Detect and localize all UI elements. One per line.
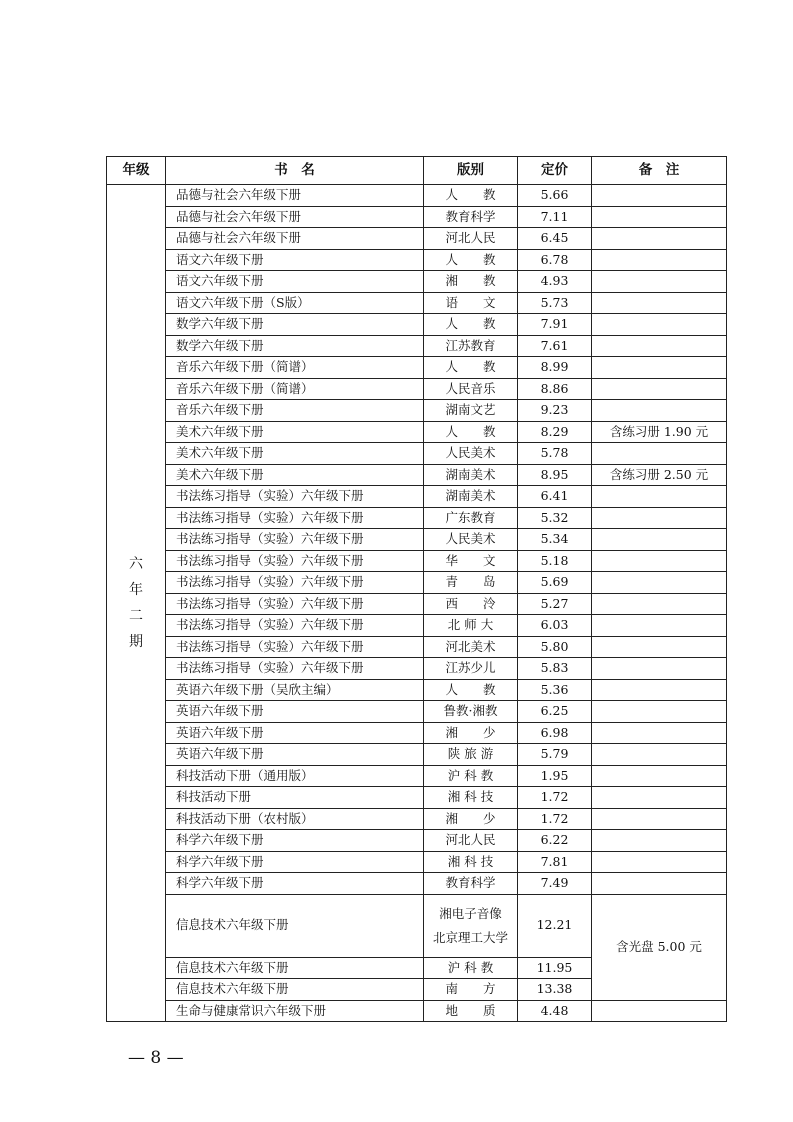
- book-name: 英语六年级下册: [166, 701, 424, 723]
- publisher: 人民音乐: [424, 378, 518, 400]
- publisher: 湘 少: [424, 722, 518, 744]
- publisher: 人 教: [424, 314, 518, 336]
- book-name: 语文六年级下册: [166, 249, 424, 271]
- publisher: 人民美术: [424, 443, 518, 465]
- book-name: 科学六年级下册: [166, 873, 424, 895]
- table-row: [107, 357, 727, 379]
- note: [592, 701, 727, 723]
- book-name: 书法练习指导（实验）六年级下册: [166, 593, 424, 615]
- publisher: 河北美术: [424, 636, 518, 658]
- publisher: 北 师 大: [424, 615, 518, 637]
- price: 5.79: [518, 744, 592, 766]
- book-name: 科技活动下册（农村版）: [166, 808, 424, 830]
- price: 6.41: [518, 486, 592, 508]
- publisher: 人 教: [424, 249, 518, 271]
- table-row: [107, 787, 727, 809]
- price: 5.66: [518, 185, 592, 207]
- publisher: 湘 科 技: [424, 851, 518, 873]
- publisher: 湘 少: [424, 808, 518, 830]
- book-name: 书法练习指导（实验）六年级下册: [166, 507, 424, 529]
- note: 含练习册 1.90 元: [592, 421, 727, 443]
- note: [592, 636, 727, 658]
- table-row: [107, 228, 727, 250]
- book-name: 书法练习指导（实验）六年级下册: [166, 486, 424, 508]
- book-name: 书法练习指导（实验）六年级下册: [166, 529, 424, 551]
- publisher: 沪 科 教: [424, 765, 518, 787]
- price: 9.23: [518, 400, 592, 422]
- note: [592, 292, 727, 314]
- book-name: 生命与健康常识六年级下册: [166, 1000, 424, 1022]
- price: 6.03: [518, 615, 592, 637]
- price: 4.48: [518, 1000, 592, 1022]
- book-name: 信息技术六年级下册: [166, 979, 424, 1001]
- table-row: [107, 464, 727, 486]
- table-row: [107, 636, 727, 658]
- table-row: [107, 335, 727, 357]
- publisher: 人 教: [424, 679, 518, 701]
- publisher: 语 文: [424, 292, 518, 314]
- note: [592, 851, 727, 873]
- table-row: [107, 1000, 727, 1022]
- publisher: 湖南美术: [424, 464, 518, 486]
- book-name: 书法练习指导（实验）六年级下册: [166, 615, 424, 637]
- price: 1.72: [518, 808, 592, 830]
- price: 8.29: [518, 421, 592, 443]
- table-row: [107, 851, 727, 873]
- note: [592, 679, 727, 701]
- book-name: 音乐六年级下册（简谱）: [166, 357, 424, 379]
- book-name: 美术六年级下册: [166, 443, 424, 465]
- book-name: 书法练习指导（实验）六年级下册: [166, 658, 424, 680]
- table-row: [107, 894, 727, 957]
- price: 8.99: [518, 357, 592, 379]
- header-note: 备 注: [592, 157, 727, 185]
- price: 5.18: [518, 550, 592, 572]
- table-row: [107, 292, 727, 314]
- book-name: 语文六年级下册（S版）: [166, 292, 424, 314]
- note: [592, 572, 727, 594]
- price: 1.95: [518, 765, 592, 787]
- book-name: 品德与社会六年级下册: [166, 206, 424, 228]
- table-row: [107, 873, 727, 895]
- price: 1.72: [518, 787, 592, 809]
- publisher: 湖南美术: [424, 486, 518, 508]
- grade-char: 年: [129, 582, 143, 598]
- grade-char: 期: [129, 634, 143, 650]
- price: 7.91: [518, 314, 592, 336]
- book-name: 科技活动下册: [166, 787, 424, 809]
- price: 13.38: [518, 979, 592, 1001]
- publisher: 鲁教·湘教: [424, 701, 518, 723]
- header-name: 书 名: [166, 157, 424, 185]
- note: [592, 507, 727, 529]
- table-row: [107, 808, 727, 830]
- book-name: 数学六年级下册: [166, 314, 424, 336]
- table-row: [107, 830, 727, 852]
- book-name: 美术六年级下册: [166, 464, 424, 486]
- publisher: 湘 教: [424, 271, 518, 293]
- table-row: [107, 271, 727, 293]
- note: [592, 615, 727, 637]
- publisher: 湘 科 技: [424, 787, 518, 809]
- price: 7.61: [518, 335, 592, 357]
- publisher: 西 泠: [424, 593, 518, 615]
- note: [592, 185, 727, 207]
- price: 7.11: [518, 206, 592, 228]
- publisher: 人 教: [424, 421, 518, 443]
- note: [592, 808, 727, 830]
- table-row: [107, 443, 727, 465]
- price: 5.69: [518, 572, 592, 594]
- note: [592, 787, 727, 809]
- book-name: 英语六年级下册（吴欣主编）: [166, 679, 424, 701]
- note: [592, 550, 727, 572]
- publisher: 陕 旅 游: [424, 744, 518, 766]
- note: [592, 335, 727, 357]
- price: 5.34: [518, 529, 592, 551]
- publisher: 河北人民: [424, 228, 518, 250]
- publisher: [424, 894, 518, 957]
- publisher: 人 教: [424, 357, 518, 379]
- price: 7.81: [518, 851, 592, 873]
- header-grade: 年级: [107, 157, 166, 185]
- note: [592, 529, 727, 551]
- table-row: [107, 679, 727, 701]
- book-name: 信息技术六年级下册: [166, 894, 424, 957]
- table-row: [107, 744, 727, 766]
- publisher: 人 教: [424, 185, 518, 207]
- book-name: 书法练习指导（实验）六年级下册: [166, 572, 424, 594]
- price: 6.25: [518, 701, 592, 723]
- price: 4.93: [518, 271, 592, 293]
- table-row: [107, 615, 727, 637]
- price: 5.36: [518, 679, 592, 701]
- book-name: 品德与社会六年级下册: [166, 228, 424, 250]
- note: [592, 228, 727, 250]
- book-name: 音乐六年级下册: [166, 400, 424, 422]
- note: [592, 765, 727, 787]
- note: [592, 486, 727, 508]
- note: [592, 271, 727, 293]
- price: 5.83: [518, 658, 592, 680]
- book-name: 语文六年级下册: [166, 271, 424, 293]
- publisher: 教育科学: [424, 873, 518, 895]
- book-name: 科学六年级下册: [166, 830, 424, 852]
- price: 6.22: [518, 830, 592, 852]
- grade-cell: [107, 185, 166, 1022]
- header-publisher: 版别: [424, 157, 518, 185]
- table-row: [107, 722, 727, 744]
- textbook-price-table: [106, 156, 727, 1022]
- note: [592, 443, 727, 465]
- note: [592, 378, 727, 400]
- price: 6.45: [518, 228, 592, 250]
- table-row: [107, 249, 727, 271]
- table-row: [107, 572, 727, 594]
- price: 5.80: [518, 636, 592, 658]
- note: [592, 357, 727, 379]
- price: 5.27: [518, 593, 592, 615]
- price: 5.78: [518, 443, 592, 465]
- publisher: 人民美术: [424, 529, 518, 551]
- table-row: [107, 507, 727, 529]
- publisher: 江苏少儿: [424, 658, 518, 680]
- price: 11.95: [518, 957, 592, 979]
- book-name: 数学六年级下册: [166, 335, 424, 357]
- header-price: 定价: [518, 157, 592, 185]
- price: 8.95: [518, 464, 592, 486]
- note: [592, 830, 727, 852]
- note: [592, 400, 727, 422]
- table-header-row: [107, 157, 727, 185]
- table-row: [107, 421, 727, 443]
- publisher: 青 岛: [424, 572, 518, 594]
- book-name: 信息技术六年级下册: [166, 957, 424, 979]
- book-name: 英语六年级下册: [166, 722, 424, 744]
- grade-char: 六: [129, 556, 143, 572]
- book-name: 书法练习指导（实验）六年级下册: [166, 636, 424, 658]
- publisher: 地 质: [424, 1000, 518, 1022]
- note: [592, 873, 727, 895]
- publisher-line: 湘电子音像: [439, 905, 502, 921]
- price: 5.73: [518, 292, 592, 314]
- book-name: 书法练习指导（实验）六年级下册: [166, 550, 424, 572]
- table-row: [107, 529, 727, 551]
- price: 8.86: [518, 378, 592, 400]
- publisher: 江苏教育: [424, 335, 518, 357]
- table-row: [107, 593, 727, 615]
- table-row: [107, 701, 727, 723]
- note: [592, 722, 727, 744]
- note: [592, 744, 727, 766]
- book-name: 英语六年级下册: [166, 744, 424, 766]
- grade-char: 二: [129, 608, 143, 624]
- price: 12.21: [518, 894, 592, 957]
- publisher: 湖南文艺: [424, 400, 518, 422]
- note: [592, 314, 727, 336]
- price: 7.49: [518, 873, 592, 895]
- table-row: [107, 314, 727, 336]
- table-row: [107, 550, 727, 572]
- note: [592, 1000, 727, 1022]
- publisher: 南 方: [424, 979, 518, 1001]
- publisher: 广东教育: [424, 507, 518, 529]
- note: 含光盘 5.00 元: [592, 894, 727, 1000]
- table-row: [107, 400, 727, 422]
- publisher: 沪 科 教: [424, 957, 518, 979]
- publisher: 河北人民: [424, 830, 518, 852]
- page-number: — 8 —: [128, 1048, 184, 1068]
- table-row: [107, 378, 727, 400]
- book-name: 音乐六年级下册（简谱）: [166, 378, 424, 400]
- book-name: 科学六年级下册: [166, 851, 424, 873]
- book-name: 品德与社会六年级下册: [166, 185, 424, 207]
- table-row: [107, 206, 727, 228]
- note: [592, 593, 727, 615]
- note: [592, 249, 727, 271]
- table-row: [107, 185, 727, 207]
- book-name: 美术六年级下册: [166, 421, 424, 443]
- book-name: 科技活动下册（通用版）: [166, 765, 424, 787]
- note: [592, 658, 727, 680]
- publisher: 教育科学: [424, 206, 518, 228]
- publisher: 华 文: [424, 550, 518, 572]
- publisher-line: 北京理工大学: [432, 929, 508, 945]
- table-row: [107, 765, 727, 787]
- price: 5.32: [518, 507, 592, 529]
- price: 6.78: [518, 249, 592, 271]
- table-row: [107, 658, 727, 680]
- price: 6.98: [518, 722, 592, 744]
- table-row: [107, 486, 727, 508]
- note: 含练习册 2.50 元: [592, 464, 727, 486]
- note: [592, 206, 727, 228]
